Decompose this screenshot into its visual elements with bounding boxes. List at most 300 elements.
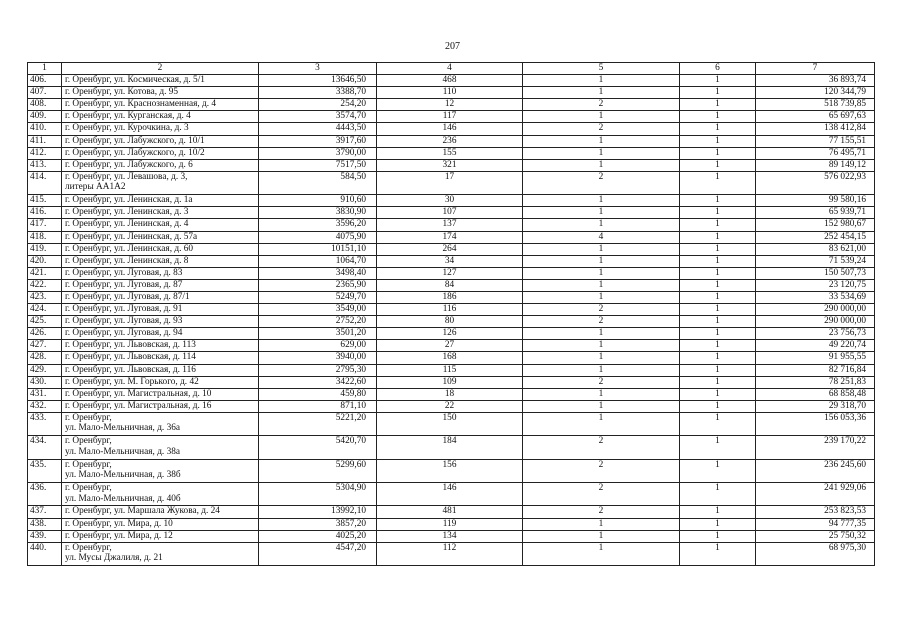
col-header: 5 (523, 63, 680, 75)
amount-cell: 33 534,69 (756, 291, 875, 303)
col-header: 1 (28, 63, 62, 75)
row-number: 426. (28, 328, 62, 340)
area-cell: 459,80 (259, 388, 377, 400)
area-cell: 629,00 (259, 340, 377, 352)
amount-cell: 65 939,71 (756, 207, 875, 219)
row-number: 418. (28, 231, 62, 243)
amount-cell: 82 716,84 (756, 364, 875, 376)
address-line: г. Оренбург, ул. Ленинская, д. 1а (65, 195, 193, 206)
address-line: г. Оренбург, ул. Львовская, д. 114 (65, 352, 196, 363)
table-row (28, 518, 875, 530)
address-line: г. Оренбург, ул. Магистральная, д. 16 (65, 400, 212, 411)
col4-cell: 27 (377, 340, 523, 352)
col5-cell: 2 (523, 436, 680, 459)
col6-cell: 1 (680, 195, 756, 207)
col4-cell: 30 (377, 195, 523, 207)
table-row (28, 231, 875, 243)
col4-cell: 12 (377, 99, 523, 111)
col5-cell: 1 (523, 147, 680, 159)
address-cell (62, 75, 259, 87)
table-row (28, 195, 875, 207)
col5-cell: 1 (523, 159, 680, 171)
amount-cell: 49 220,74 (756, 340, 875, 352)
address-cell (62, 291, 259, 303)
col6-cell: 1 (680, 99, 756, 111)
amount-cell: 77 155,51 (756, 135, 875, 147)
col6-cell: 1 (680, 352, 756, 364)
col5-cell: 1 (523, 352, 680, 364)
row-number: 420. (28, 255, 62, 267)
col6-cell: 1 (680, 135, 756, 147)
table-row (28, 542, 875, 565)
table-row (28, 159, 875, 171)
address-line: г. Оренбург, (65, 412, 112, 423)
col4-cell: 184 (377, 436, 523, 459)
col6-cell: 1 (680, 279, 756, 291)
col5-cell: 1 (523, 279, 680, 291)
table-row (28, 364, 875, 376)
col6-cell: 1 (680, 304, 756, 316)
row-number: 414. (28, 171, 62, 194)
amount-cell: 576 022,93 (756, 171, 875, 194)
address-line: литеры АА1А2 (65, 182, 126, 193)
col-header: 6 (680, 63, 756, 75)
col4-cell: 174 (377, 231, 523, 243)
col6-cell: 1 (680, 530, 756, 542)
area-cell: 3857,20 (259, 518, 377, 530)
table-row (28, 75, 875, 87)
col-header: 3 (259, 63, 377, 75)
table-row (28, 316, 875, 328)
page-number: 207 (445, 41, 460, 52)
row-number: 439. (28, 530, 62, 542)
row-number: 433. (28, 412, 62, 435)
amount-cell: 99 580,16 (756, 195, 875, 207)
address-line: г. Оренбург, ул. Ленинская, д. 4 (65, 219, 189, 230)
address-line: г. Оренбург, ул. Космическая, д. 5/1 (65, 75, 205, 86)
address-cell (62, 400, 259, 412)
col4-cell: 84 (377, 279, 523, 291)
address-cell (62, 352, 259, 364)
address-cell (62, 207, 259, 219)
col-header: 4 (377, 63, 523, 75)
col5-cell: 1 (523, 75, 680, 87)
table-row (28, 352, 875, 364)
amount-cell: 68 975,30 (756, 542, 875, 565)
area-cell: 3501,20 (259, 328, 377, 340)
col4-cell: 22 (377, 400, 523, 412)
col4-cell: 116 (377, 304, 523, 316)
address-line: г. Оренбург, (65, 483, 112, 494)
area-cell: 7517,50 (259, 159, 377, 171)
address-line: г. Оренбург, ул. Луговая, д. 94 (65, 328, 183, 339)
address-line: г. Оренбург, ул. Ленинская, д. 60 (65, 243, 194, 254)
row-number: 408. (28, 99, 62, 111)
table-row (28, 99, 875, 111)
col4-cell: 115 (377, 364, 523, 376)
amount-cell: 152 980,67 (756, 219, 875, 231)
row-number: 415. (28, 195, 62, 207)
col6-cell: 1 (680, 243, 756, 255)
address-line: г. Оренбург, ул. Маршала Жукова, д. 24 (65, 506, 220, 517)
col5-cell: 2 (523, 506, 680, 518)
col6-cell: 1 (680, 111, 756, 123)
address-cell (62, 279, 259, 291)
table-row (28, 171, 875, 194)
table-row (28, 483, 875, 506)
area-cell: 10151,10 (259, 243, 377, 255)
col5-cell: 1 (523, 412, 680, 435)
amount-cell: 239 170,22 (756, 436, 875, 459)
table-row (28, 279, 875, 291)
address-cell (62, 459, 259, 482)
amount-cell: 156 053,36 (756, 412, 875, 435)
col5-cell: 2 (523, 304, 680, 316)
amount-cell: 83 621,00 (756, 243, 875, 255)
table-row (28, 243, 875, 255)
row-number: 437. (28, 506, 62, 518)
row-number: 407. (28, 87, 62, 99)
table-row (28, 147, 875, 159)
col5-cell: 2 (523, 376, 680, 388)
col4-cell: 321 (377, 159, 523, 171)
area-cell: 3549,00 (259, 304, 377, 316)
area-cell: 4547,20 (259, 542, 377, 565)
col-header: 2 (62, 63, 259, 75)
row-number: 422. (28, 279, 62, 291)
row-number: 430. (28, 376, 62, 388)
address-cell (62, 316, 259, 328)
address-line: г. Оренбург, ул. Лабужского, д. 10/1 (65, 135, 205, 146)
address-cell (62, 255, 259, 267)
address-line: г. Оренбург, ул. Магистральная, д. 10 (65, 388, 212, 399)
col5-cell: 1 (523, 195, 680, 207)
table-row (28, 400, 875, 412)
col5-cell: 2 (523, 316, 680, 328)
amount-cell: 36 893,74 (756, 75, 875, 87)
amount-cell: 241 929,06 (756, 483, 875, 506)
col6-cell: 1 (680, 506, 756, 518)
row-number: 438. (28, 518, 62, 530)
table-row (28, 219, 875, 231)
amount-cell: 76 495,71 (756, 147, 875, 159)
col5-cell: 1 (523, 267, 680, 279)
amount-cell: 29 318,70 (756, 400, 875, 412)
register-table (27, 62, 875, 566)
amount-cell: 253 823,53 (756, 506, 875, 518)
area-cell: 13646,50 (259, 75, 377, 87)
col4-cell: 264 (377, 243, 523, 255)
col-header: 7 (756, 63, 875, 75)
area-cell: 3917,60 (259, 135, 377, 147)
col6-cell: 1 (680, 436, 756, 459)
address-line: г. Оренбург, ул. Левашова, д. 3, (65, 171, 188, 182)
address-cell (62, 542, 259, 565)
address-cell (62, 123, 259, 135)
area-cell: 3596,20 (259, 219, 377, 231)
col6-cell: 1 (680, 483, 756, 506)
row-number: 436. (28, 483, 62, 506)
col6-cell: 1 (680, 171, 756, 194)
col4-cell: 468 (377, 75, 523, 87)
col5-cell: 1 (523, 328, 680, 340)
address-cell (62, 388, 259, 400)
address-line: г. Оренбург, ул. Ленинская, д. 8 (65, 255, 189, 266)
amount-cell: 518 739,85 (756, 99, 875, 111)
address-line: г. Оренбург, (65, 459, 112, 470)
row-number: 409. (28, 111, 62, 123)
col5-cell: 1 (523, 111, 680, 123)
col5-cell: 2 (523, 483, 680, 506)
address-cell (62, 111, 259, 123)
address-line: г. Оренбург, ул. Луговая, д. 91 (65, 304, 183, 315)
col6-cell: 1 (680, 207, 756, 219)
table-row (28, 87, 875, 99)
col5-cell: 1 (523, 340, 680, 352)
col4-cell: 146 (377, 483, 523, 506)
area-cell: 13992,10 (259, 506, 377, 518)
address-line: г. Оренбург, ул. Луговая, д. 87/1 (65, 291, 190, 302)
col4-cell: 137 (377, 219, 523, 231)
row-number: 416. (28, 207, 62, 219)
col4-cell: 481 (377, 506, 523, 518)
col5-cell: 1 (523, 388, 680, 400)
table-row (28, 328, 875, 340)
row-number: 425. (28, 316, 62, 328)
address-cell (62, 99, 259, 111)
col5-cell: 1 (523, 219, 680, 231)
amount-cell: 236 245,60 (756, 459, 875, 482)
col6-cell: 1 (680, 291, 756, 303)
address-cell (62, 436, 259, 459)
area-cell: 2795,30 (259, 364, 377, 376)
row-number: 429. (28, 364, 62, 376)
table-row (28, 412, 875, 435)
amount-cell: 290 000,00 (756, 316, 875, 328)
col4-cell: 80 (377, 316, 523, 328)
table-row (28, 340, 875, 352)
area-cell: 3574,70 (259, 111, 377, 123)
row-number: 421. (28, 267, 62, 279)
col6-cell: 1 (680, 267, 756, 279)
col5-cell: 2 (523, 459, 680, 482)
area-cell: 254,20 (259, 99, 377, 111)
address-line: г. Оренбург, ул. Котова, д. 95 (65, 87, 179, 98)
row-number: 419. (28, 243, 62, 255)
amount-cell: 290 000,00 (756, 304, 875, 316)
address-line: г. Оренбург, (65, 436, 112, 447)
row-number: 435. (28, 459, 62, 482)
col6-cell: 1 (680, 340, 756, 352)
address-line: г. Оренбург, ул. Краснознаменная, д. 4 (65, 99, 217, 110)
area-cell: 2752,20 (259, 316, 377, 328)
address-cell (62, 304, 259, 316)
area-cell: 584,50 (259, 171, 377, 194)
col5-cell: 2 (523, 99, 680, 111)
area-cell: 4075,90 (259, 231, 377, 243)
col4-cell: 236 (377, 135, 523, 147)
amount-cell: 94 777,35 (756, 518, 875, 530)
col5-cell: 4 (523, 231, 680, 243)
col6-cell: 1 (680, 388, 756, 400)
row-number: 410. (28, 123, 62, 135)
area-cell: 5249,70 (259, 291, 377, 303)
col5-cell: 1 (523, 207, 680, 219)
col5-cell: 1 (523, 87, 680, 99)
col6-cell: 1 (680, 147, 756, 159)
col4-cell: 150 (377, 412, 523, 435)
header-row (28, 63, 875, 75)
address-cell (62, 87, 259, 99)
col4-cell: 146 (377, 123, 523, 135)
area-cell: 871,10 (259, 400, 377, 412)
col6-cell: 1 (680, 364, 756, 376)
table-row (28, 267, 875, 279)
area-cell: 3422,60 (259, 376, 377, 388)
col4-cell: 155 (377, 147, 523, 159)
table-row (28, 123, 875, 135)
area-cell: 3830,90 (259, 207, 377, 219)
amount-cell: 23 120,75 (756, 279, 875, 291)
col4-cell: 134 (377, 530, 523, 542)
address-cell (62, 376, 259, 388)
col5-cell: 1 (523, 530, 680, 542)
table-row (28, 530, 875, 542)
table-row (28, 304, 875, 316)
col6-cell: 1 (680, 518, 756, 530)
table-row (28, 506, 875, 518)
address-cell (62, 231, 259, 243)
area-cell: 2365,90 (259, 279, 377, 291)
area-cell: 4443,50 (259, 123, 377, 135)
address-cell (62, 518, 259, 530)
col5-cell: 1 (523, 364, 680, 376)
address-line: г. Оренбург, ул. Львовская, д. 116 (65, 364, 196, 375)
col6-cell: 1 (680, 328, 756, 340)
amount-cell: 23 756,73 (756, 328, 875, 340)
amount-cell: 25 750,32 (756, 530, 875, 542)
col6-cell: 1 (680, 231, 756, 243)
col6-cell: 1 (680, 159, 756, 171)
address-cell (62, 483, 259, 506)
col4-cell: 119 (377, 518, 523, 530)
col6-cell: 1 (680, 123, 756, 135)
address-cell (62, 195, 259, 207)
amount-cell: 120 344,79 (756, 87, 875, 99)
amount-cell: 78 251,83 (756, 376, 875, 388)
row-number: 423. (28, 291, 62, 303)
table-row (28, 459, 875, 482)
row-number: 434. (28, 436, 62, 459)
table-row (28, 388, 875, 400)
address-cell (62, 135, 259, 147)
col5-cell: 1 (523, 291, 680, 303)
col6-cell: 1 (680, 542, 756, 565)
col6-cell: 1 (680, 219, 756, 231)
address-line: г. Оренбург, ул. Лабужского, д. 6 (65, 159, 193, 170)
address-line: г. Оренбург, ул. Луговая, д. 83 (65, 267, 183, 278)
col4-cell: 186 (377, 291, 523, 303)
row-number: 412. (28, 147, 62, 159)
address-cell (62, 530, 259, 542)
area-cell: 1064,70 (259, 255, 377, 267)
address-cell (62, 171, 259, 194)
col6-cell: 1 (680, 412, 756, 435)
address-cell (62, 412, 259, 435)
address-cell (62, 364, 259, 376)
col4-cell: 110 (377, 87, 523, 99)
col4-cell: 109 (377, 376, 523, 388)
row-number: 406. (28, 75, 62, 87)
col4-cell: 17 (377, 171, 523, 194)
area-cell: 3498,40 (259, 267, 377, 279)
area-cell: 3940,00 (259, 352, 377, 364)
area-cell: 4025,20 (259, 530, 377, 542)
amount-cell: 89 149,12 (756, 159, 875, 171)
area-cell: 5299,60 (259, 459, 377, 482)
col4-cell: 18 (377, 388, 523, 400)
area-cell: 3790,00 (259, 147, 377, 159)
col5-cell: 1 (523, 243, 680, 255)
row-number: 413. (28, 159, 62, 171)
col4-cell: 107 (377, 207, 523, 219)
col6-cell: 1 (680, 87, 756, 99)
address-line: г. Оренбург, ул. Лабужского, д. 10/2 (65, 147, 205, 158)
col4-cell: 156 (377, 459, 523, 482)
area-cell: 910,60 (259, 195, 377, 207)
address-line: г. Оренбург, (65, 542, 112, 553)
amount-cell: 91 955,55 (756, 352, 875, 364)
col4-cell: 127 (377, 267, 523, 279)
area-cell: 5304,90 (259, 483, 377, 506)
table-row (28, 255, 875, 267)
address-line: г. Оренбург, ул. Ленинская, д. 3 (65, 207, 189, 218)
address-line: ул. Мало-Мельничная, д. 40б (65, 493, 181, 504)
amount-cell: 68 858,48 (756, 388, 875, 400)
row-number: 431. (28, 388, 62, 400)
row-number: 427. (28, 340, 62, 352)
col5-cell: 1 (523, 135, 680, 147)
address-line: г. Оренбург, ул. М. Горького, д. 42 (65, 376, 199, 387)
col6-cell: 1 (680, 376, 756, 388)
amount-cell: 150 507,73 (756, 267, 875, 279)
row-number: 417. (28, 219, 62, 231)
address-line: ул. Мало-Мельничная, д. 36а (65, 423, 180, 434)
col5-cell: 2 (523, 123, 680, 135)
row-number: 411. (28, 135, 62, 147)
address-line: г. Оренбург, ул. Луговая, д. 93 (65, 316, 183, 327)
table-body (28, 75, 875, 566)
col4-cell: 34 (377, 255, 523, 267)
col5-cell: 1 (523, 542, 680, 565)
col4-cell: 168 (377, 352, 523, 364)
address-line: г. Оренбург, ул. Мира, д. 12 (65, 530, 173, 541)
address-line: г. Оренбург, ул. Ленинская, д. 57а (65, 231, 198, 242)
area-cell: 5420,70 (259, 436, 377, 459)
col5-cell: 1 (523, 255, 680, 267)
address-line: г. Оренбург, ул. Курочкина, д. 3 (65, 123, 189, 134)
table-row (28, 436, 875, 459)
address-cell (62, 267, 259, 279)
address-line: ул. Мало-Мельничная, д. 38б (65, 470, 181, 481)
address-cell (62, 147, 259, 159)
address-line: ул. Мусы Джалиля, д. 21 (65, 553, 163, 564)
address-line: г. Оренбург, ул. Мира, д. 10 (65, 518, 173, 529)
col6-cell: 1 (680, 75, 756, 87)
address-cell (62, 159, 259, 171)
address-cell (62, 243, 259, 255)
row-number: 440. (28, 542, 62, 565)
